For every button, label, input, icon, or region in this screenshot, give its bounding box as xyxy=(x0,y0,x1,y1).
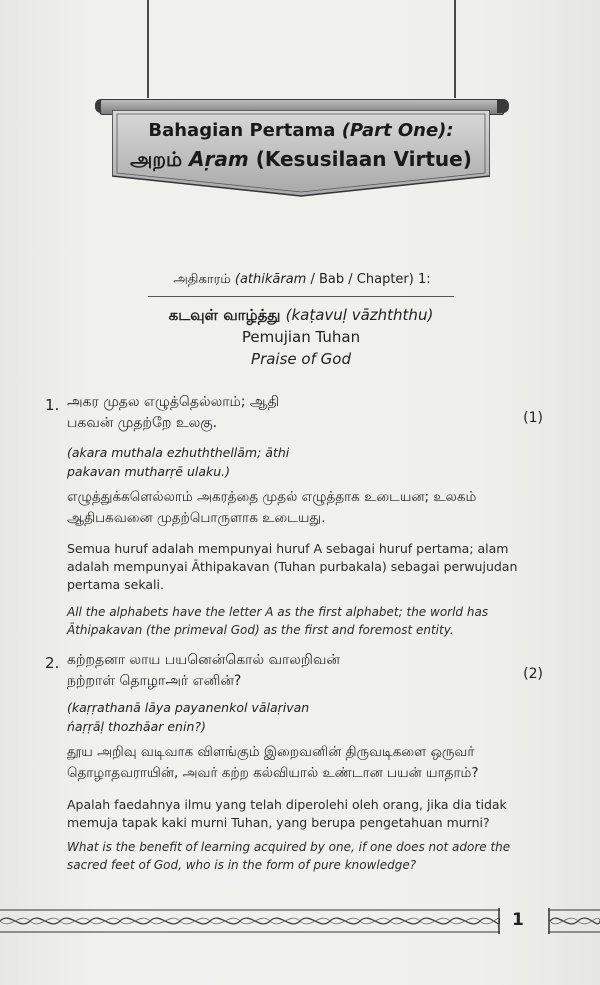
part-subheading-translit: Aṛam xyxy=(189,147,249,171)
part-heading-malay: Bahagian Pertama xyxy=(148,120,342,141)
page-number: 1 xyxy=(512,910,524,930)
verse-translit-line: pakavan mutharṛē ulaku.) xyxy=(67,464,231,479)
verse-tamil-line: பகவன் முதற்றே உலகு. xyxy=(67,415,218,431)
chapter-title-translit: (kaṭavuḷ vāzhththu) xyxy=(285,306,434,324)
verse-tamil-explanation: எழுத்துக்களெல்லாம் அகரத்தை முதல் எழுத்தாக உடையன; உலகம் ஆதிபகவனை முதற்பொருளாக உடையது. xyxy=(67,489,477,526)
verse-tamil-line: கற்றதனா லாய பயனென்கொல் வாலறிவன் xyxy=(67,652,340,668)
banner-rod-cap-right xyxy=(497,99,509,113)
banner-rope-right xyxy=(454,0,456,98)
verse-tamil xyxy=(67,392,507,434)
verse-tamil-line: அகர முதல எழுத்தெல்லாம்; ஆதி xyxy=(67,394,280,410)
footer-ornament-right xyxy=(548,908,600,934)
verse-malay-translation: Apalah faedahnya ilmu yang telah diperolehi oleh orang, jika dia tidak memuja tapak kaki murni Tuhan, yang berupa pengetahuan murni? xyxy=(67,797,507,830)
part-subheading xyxy=(112,144,490,174)
verse-translit-line: ńaṛṛāḷ thozhāar enin?) xyxy=(67,719,206,734)
part-subheading-rest: (Kesusilaan Virtue) xyxy=(248,147,472,171)
chapter-label-translit: (athikāram xyxy=(234,272,307,287)
chapter-titles xyxy=(150,304,452,370)
chapter-title-tamil xyxy=(150,304,452,326)
banner-rope-left xyxy=(147,0,149,98)
verse-english-translation: What is the benefit of learning acquired by one, if one does not adore the sacred feet of God, who is in the form of pure knowledge? xyxy=(67,840,511,872)
verse-translit-line: (akara muthala ezhuththellām; āthi xyxy=(67,445,290,460)
verse-reference: (2) xyxy=(523,666,543,682)
verse-translit-line: (kaṛṛathanā lāya payanenkol vālaṛivan xyxy=(67,700,310,715)
chapter-title-malay: Pemujian Tuhan xyxy=(241,328,361,346)
chapter-divider xyxy=(148,296,454,297)
chapter-label xyxy=(152,272,452,288)
verse-number: 2. xyxy=(45,654,60,672)
footer-ornament-left xyxy=(0,908,500,934)
verse-tamil-line: நற்றாள் தொழாஅர் எனின்? xyxy=(67,673,242,689)
part-heading-english: (Part One): xyxy=(341,120,454,141)
banner-title xyxy=(112,118,490,174)
part-heading xyxy=(112,118,490,144)
verse-reference: (1) xyxy=(523,410,543,426)
verse-malay-translation: Semua huruf adalah mempunyai huruf A sebagai huruf pertama; alam adalah mempunyai Āthipakavan (Tuhan purbakala) sebagai perwujudan pertama sekali. xyxy=(67,541,518,592)
chapter-label-rest: / Bab / Chapter) 1: xyxy=(306,272,431,287)
verse-transliteration xyxy=(67,443,527,481)
chapter-label-tamil: அதிகாரம் xyxy=(173,272,231,287)
verse-tamil-explanation: தூய அறிவு வடிவாக விளங்கும் இறைவனின் திருவடிகளை ஒருவர் தொழாதவராயின், அவர் கற்ற கல்வியால் உண்டான பயன் யாதாம்? xyxy=(67,744,479,781)
chapter-title-tamil-text: கடவுள் வாழ்த்து xyxy=(168,306,286,324)
verse-number: 1. xyxy=(45,396,60,414)
verse-transliteration xyxy=(67,698,527,736)
verse-english-translation: All the alphabets have the letter A as the first alphabet; the world has Āthipakavan (the primeval God) as the first and foremost entity. xyxy=(67,605,489,637)
chapter-title-english: Praise of God xyxy=(251,350,351,368)
verse-tamil xyxy=(67,650,507,692)
part-subheading-tamil: அறம் xyxy=(130,147,190,171)
